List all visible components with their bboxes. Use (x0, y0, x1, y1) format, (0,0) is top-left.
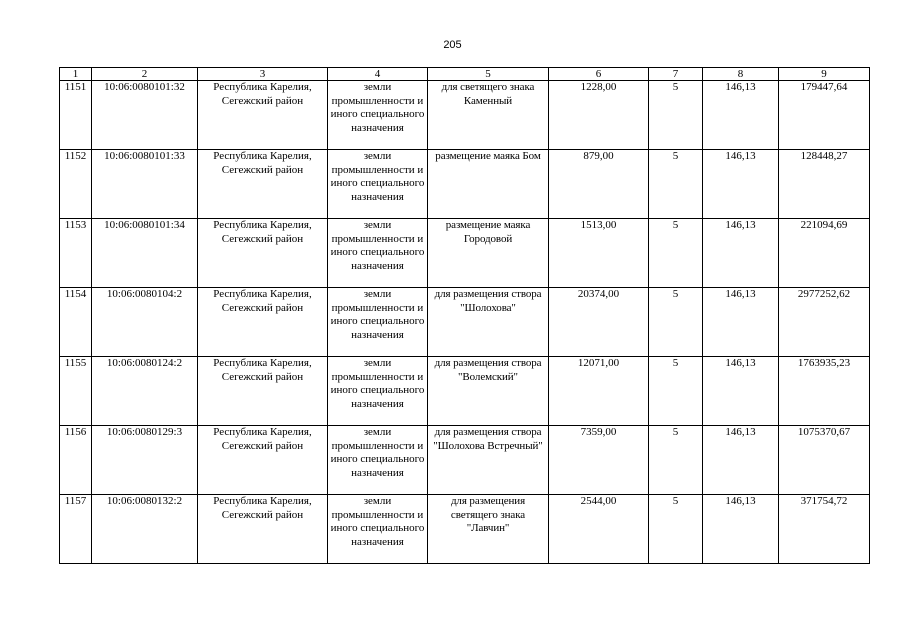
table-row (60, 81, 870, 150)
cadastral-number-cell: 10:06:0080132:2 (92, 495, 198, 564)
column-header: 4 (328, 68, 428, 81)
value-cell: 1075370,67 (779, 426, 870, 495)
land-category-cell: земли промышленности и иного специального назначения (328, 495, 428, 564)
location-cell: Республика Карелия, Сегежский район (198, 288, 328, 357)
permitted-use-cell: размещение маяка Бом (428, 150, 549, 219)
column-7-cell: 5 (649, 219, 703, 288)
permitted-use-cell: для размещения светящего знака "Лавчин" (428, 495, 549, 564)
column-7-cell: 5 (649, 81, 703, 150)
land-category-cell: земли промышленности и иного специального назначения (328, 150, 428, 219)
row-number-cell: 1155 (60, 357, 92, 426)
permitted-use-cell: размещение маяка Городовой (428, 219, 549, 288)
table-row (60, 288, 870, 357)
page-number: 205 (443, 39, 462, 51)
area-cell: 879,00 (549, 150, 649, 219)
column-7-cell: 5 (649, 150, 703, 219)
column-7-cell: 5 (649, 288, 703, 357)
permitted-use-cell: для размещения створа "Шолохова Встречный" (428, 426, 549, 495)
cadastral-number-cell: 10:06:0080101:32 (92, 81, 198, 150)
column-header: 1 (60, 68, 92, 81)
table-row (60, 219, 870, 288)
row-number-cell: 1157 (60, 495, 92, 564)
value-cell: 128448,27 (779, 150, 870, 219)
column-7-cell: 5 (649, 426, 703, 495)
cadastral-number-cell: 10:06:0080129:3 (92, 426, 198, 495)
location-cell: Республика Карелия, Сегежский район (198, 495, 328, 564)
value-cell: 221094,69 (779, 219, 870, 288)
permitted-use-cell: для размещения створа "Волемский" (428, 357, 549, 426)
cadastral-number-cell: 10:06:0080104:2 (92, 288, 198, 357)
area-cell: 7359,00 (549, 426, 649, 495)
location-cell: Республика Карелия, Сегежский район (198, 426, 328, 495)
row-number-cell: 1152 (60, 150, 92, 219)
row-number-cell: 1156 (60, 426, 92, 495)
column-header: 9 (779, 68, 870, 81)
location-cell: Республика Карелия, Сегежский район (198, 150, 328, 219)
column-header: 2 (92, 68, 198, 81)
column-7-cell: 5 (649, 357, 703, 426)
area-cell: 2544,00 (549, 495, 649, 564)
row-number-cell: 1154 (60, 288, 92, 357)
value-cell: 179447,64 (779, 81, 870, 150)
land-category-cell: земли промышленности и иного специального назначения (328, 81, 428, 150)
row-number-cell: 1151 (60, 81, 92, 150)
column-header: 7 (649, 68, 703, 81)
land-plots-table (59, 67, 870, 564)
value-cell: 1763935,23 (779, 357, 870, 426)
location-cell: Республика Карелия, Сегежский район (198, 219, 328, 288)
area-cell: 1513,00 (549, 219, 649, 288)
column-8-cell: 146,13 (703, 288, 779, 357)
permitted-use-cell: для размещения створа "Шолохова" (428, 288, 549, 357)
area-cell: 1228,00 (549, 81, 649, 150)
cadastral-number-cell: 10:06:0080101:34 (92, 219, 198, 288)
table-row (60, 357, 870, 426)
column-header: 3 (198, 68, 328, 81)
column-header: 8 (703, 68, 779, 81)
column-8-cell: 146,13 (703, 426, 779, 495)
column-header: 5 (428, 68, 549, 81)
land-category-cell: земли промышленности и иного специального назначения (328, 288, 428, 357)
land-category-cell: земли промышленности и иного специального назначения (328, 426, 428, 495)
column-header: 6 (549, 68, 649, 81)
area-cell: 20374,00 (549, 288, 649, 357)
column-8-cell: 146,13 (703, 150, 779, 219)
area-cell: 12071,00 (549, 357, 649, 426)
header-row (60, 68, 870, 81)
location-cell: Республика Карелия, Сегежский район (198, 357, 328, 426)
table-row (60, 495, 870, 564)
value-cell: 2977252,62 (779, 288, 870, 357)
table-row (60, 426, 870, 495)
location-cell: Республика Карелия, Сегежский район (198, 81, 328, 150)
land-category-cell: земли промышленности и иного специального назначения (328, 219, 428, 288)
table-row (60, 150, 870, 219)
land-category-cell: земли промышленности и иного специального назначения (328, 357, 428, 426)
column-7-cell: 5 (649, 495, 703, 564)
permitted-use-cell: для светящего знака Каменный (428, 81, 549, 150)
column-8-cell: 146,13 (703, 219, 779, 288)
row-number-cell: 1153 (60, 219, 92, 288)
value-cell: 371754,72 (779, 495, 870, 564)
column-8-cell: 146,13 (703, 495, 779, 564)
cadastral-number-cell: 10:06:0080101:33 (92, 150, 198, 219)
column-8-cell: 146,13 (703, 81, 779, 150)
column-8-cell: 146,13 (703, 357, 779, 426)
cadastral-number-cell: 10:06:0080124:2 (92, 357, 198, 426)
